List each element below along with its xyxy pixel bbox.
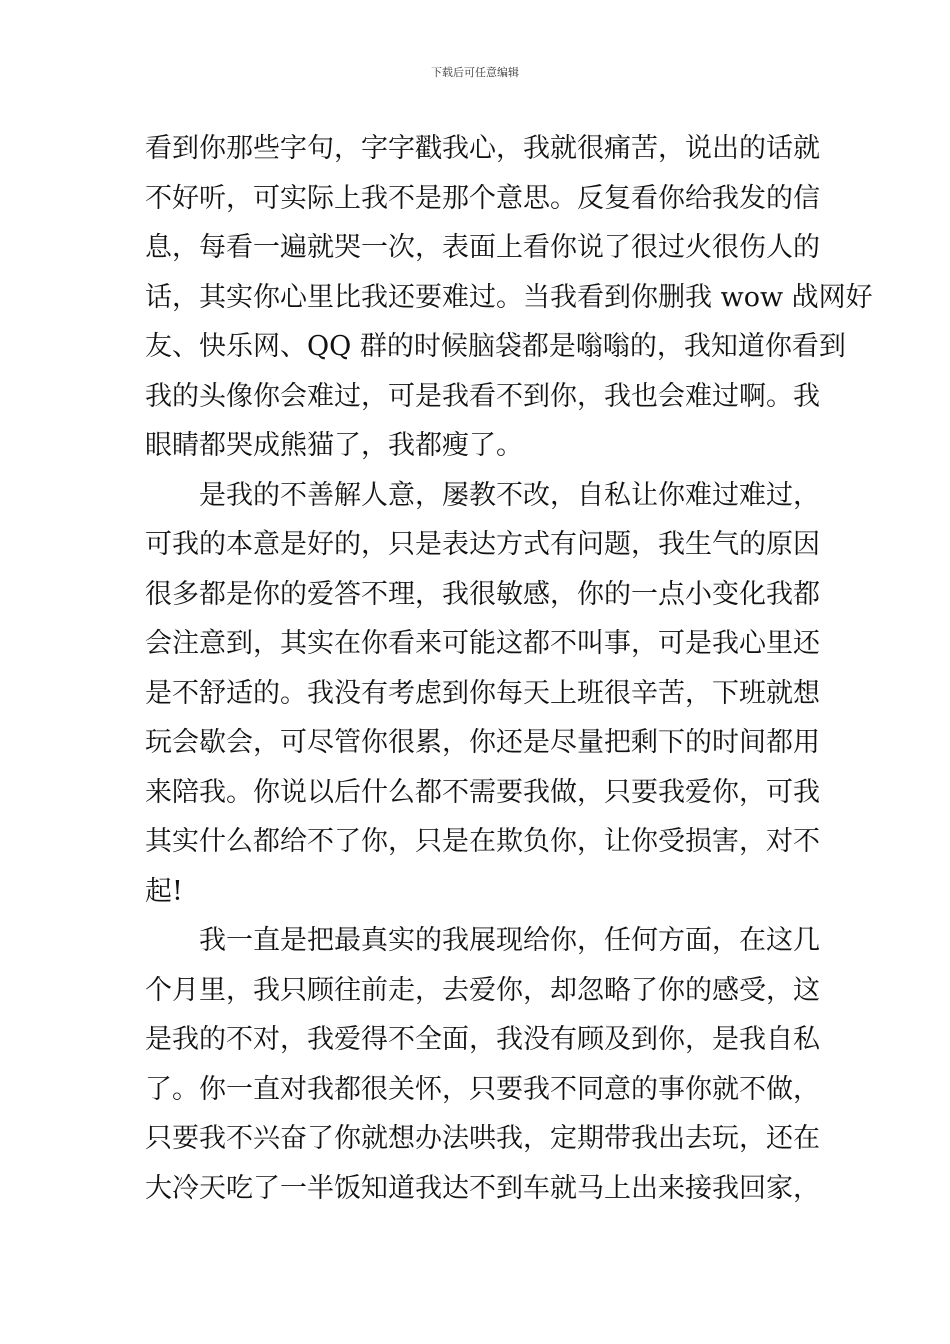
text-line: 来陪我。你说以后什么都不需要我做，只要我爱你，可我 [145, 776, 820, 808]
paragraph-3 [145, 916, 820, 1213]
text-line: 话，其实你心里比我还要难过。当我看到你删我 wow 战网好 [145, 281, 873, 313]
text-line: 我的头像你会难过，可是我看不到你，我也会难过啊。我 [145, 380, 820, 412]
text-line: 很多都是你的爱答不理，我很敏感，你的一点小变化我都 [145, 578, 820, 610]
text-line: 是我的不善解人意，屡教不改，自私让你难过难过， [199, 479, 820, 511]
text-line: 可我的本意是好的，只是表达方式有问题，我生气的原因 [145, 529, 820, 560]
document-body [145, 124, 873, 1213]
text-line: 只要我不兴奋了你就想办法哄我，定期带我出去玩，还在 [145, 1123, 820, 1154]
text-line: 我一直是把最真实的我展现给你，任何方面，在这几 [199, 925, 820, 956]
text-line: 看到你那些字句，字字戳我心，我就很痛苦，说出的话就 [145, 133, 820, 164]
page-header: 下载后可任意编辑 [431, 66, 519, 79]
text-line: 不好听，可实际上我不是那个意思。反复看你给我发的信 [145, 182, 820, 214]
text-line: 起! [145, 875, 183, 907]
text-line: 玩会歇会，可尽管你很累，你还是尽量把剩下的时间都用 [145, 727, 820, 758]
text-line: 眼睛都哭成熊猫了，我都瘦了。 [145, 430, 523, 461]
paragraph-2 [145, 471, 820, 917]
text-line: 友、快乐网、QQ 群的时候脑袋都是嗡嗡的，我知道你看到 [145, 331, 846, 362]
text-line: 是我的不对，我爱得不全面，我没有顾及到你，是我自私 [145, 1024, 820, 1055]
text-line: 个月里，我只顾往前走，去爱你，却忽略了你的感受，这 [145, 974, 820, 1006]
text-line: 息，每看一遍就哭一次，表面上看你说了很过火很伤人的 [145, 232, 820, 263]
paragraph-1 [145, 124, 873, 471]
text-line: 其实什么都给不了你，只是在欺负你，让你受损害，对不 [145, 826, 820, 857]
text-line: 会注意到，其实在你看来可能这都不叫事，可是我心里还 [145, 628, 820, 659]
text-line: 大冷天吃了一半饭知道我达不到车就马上出来接我回家， [145, 1172, 820, 1204]
text-line: 了。你一直对我都很关怀，只要我不同意的事你就不做， [145, 1073, 820, 1105]
text-line: 是不舒适的。我没有考虑到你每天上班很辛苦，下班就想 [145, 677, 820, 709]
